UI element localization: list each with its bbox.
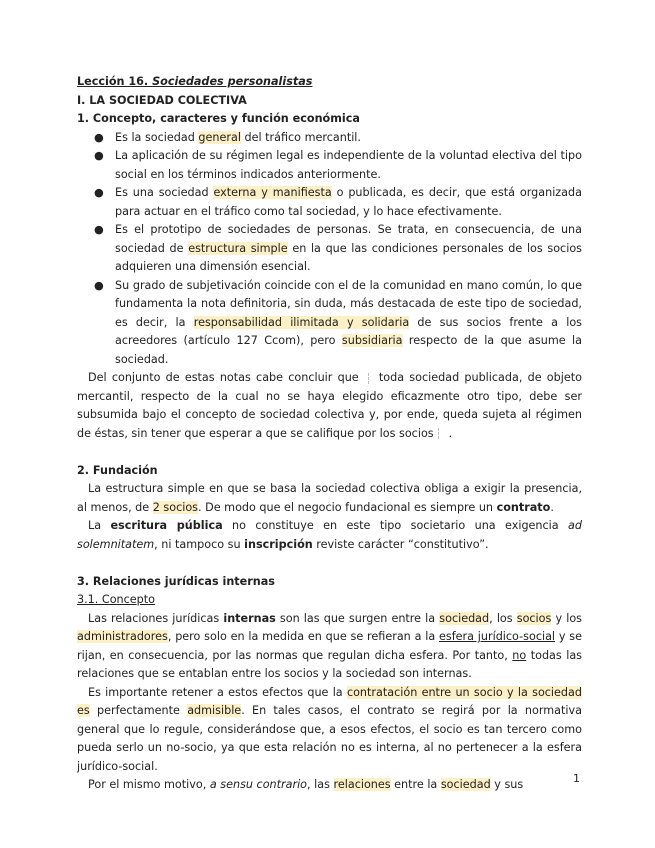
bullet-list: [77, 129, 582, 370]
paragraph: Del conjunto de estas notas cabe concluir que toda sociedad publicada, de objeto mercantil, respecto de la cual no se haya elegido eficazmente otro tipo, debe ser subsumida bajo el concepto de sociedad colectiva y, por ende, queda sujeta al régimen de éstas, sin tener que esperar a que se califique por los socios .: [77, 371, 582, 440]
lesson-title: Lección 16. Sociedades personalistas: [77, 75, 313, 88]
paragraph: La estructura simple en que se basa la sociedad colectiva obliga a exigir la presencia, al menos, de 2 socios. De modo que el negocio fundacional es siempre un contrato.: [77, 482, 582, 514]
page-number: 1: [573, 772, 580, 785]
list-item: ● Es la sociedad general del tráfico mercantil.: [94, 130, 361, 144]
heading-relaciones: 3. Relaciones jurídicas internas: [77, 574, 275, 588]
subheading-concepto: 3.1. Concepto: [77, 593, 156, 606]
list-item: ● Es el prototipo de sociedades de personas. Se trata, en consecuencia, de una sociedad de estructura simple en la que las condiciones personales de los socios adquieren una dimensión esencial.: [94, 223, 582, 273]
paragraph: La escritura pública no constituye en este tipo societario una exigencia ad solemnitatem, ni tampoco su inscripción reviste carácter “constitutivo”.: [77, 519, 582, 551]
paragraph: Las relaciones jurídicas internas son las que surgen entre la sociedad, los socios y los administradores, pero solo en la medida en que se refieran a la esfera jurídico-social y se rijan, en consecuencia, por las normas que regulan dicha esfera. Por tanto, no todas las relaciones que se entablan entre los socios y la sociedad son internas.: [77, 611, 582, 680]
heading-fundacion: 2. Fundación: [77, 463, 158, 477]
list-item: ● La aplicación de su régimen legal es independiente de la voluntad electiva del tipo social en los términos indicados anteriormente.: [94, 149, 582, 181]
comment-marker-icon: [438, 428, 445, 439]
heading-concepto: 1. Concepto, caracteres y función económica: [77, 112, 360, 125]
section-heading: I. LA SOCIEDAD COLECTIVA: [77, 93, 247, 107]
list-item: ● Es una sociedad externa y manifiesta o publicada, es decir, que está organizada para actuar en el tráfico como tal sociedad, y lo hace efectivamente.: [94, 186, 582, 218]
paragraph: Por el mismo motivo, a sensu contrario, las relaciones entre la sociedad y sus: [88, 778, 524, 791]
document-page: [77, 73, 582, 795]
comment-marker-icon: [368, 373, 375, 384]
list-item: ● Su grado de subjetivación coincide con el de la comunidad en mano común, lo que fundamenta la nota definitoria, sin duda, más destacada de este tipo de sociedad, es decir, la responsabilidad ilimitada y solidaria de sus socios frente a los acreedores (artículo 127 Ccom), pero subsidiaria respecto de la que asume la sociedad.: [94, 278, 583, 366]
paragraph: Es importante retener a estos efectos que la contratación entre un socio y la sociedad es perfectamente admisible. En tales casos, el contrato se regirá por la normativa general que lo regule, considerándose que, a esos efectos, el socio es tan tercero como pueda serlo un no-socio, ya que esta relación no es interna, al no pertenecer a la esfera jurídico-social.: [77, 685, 582, 773]
